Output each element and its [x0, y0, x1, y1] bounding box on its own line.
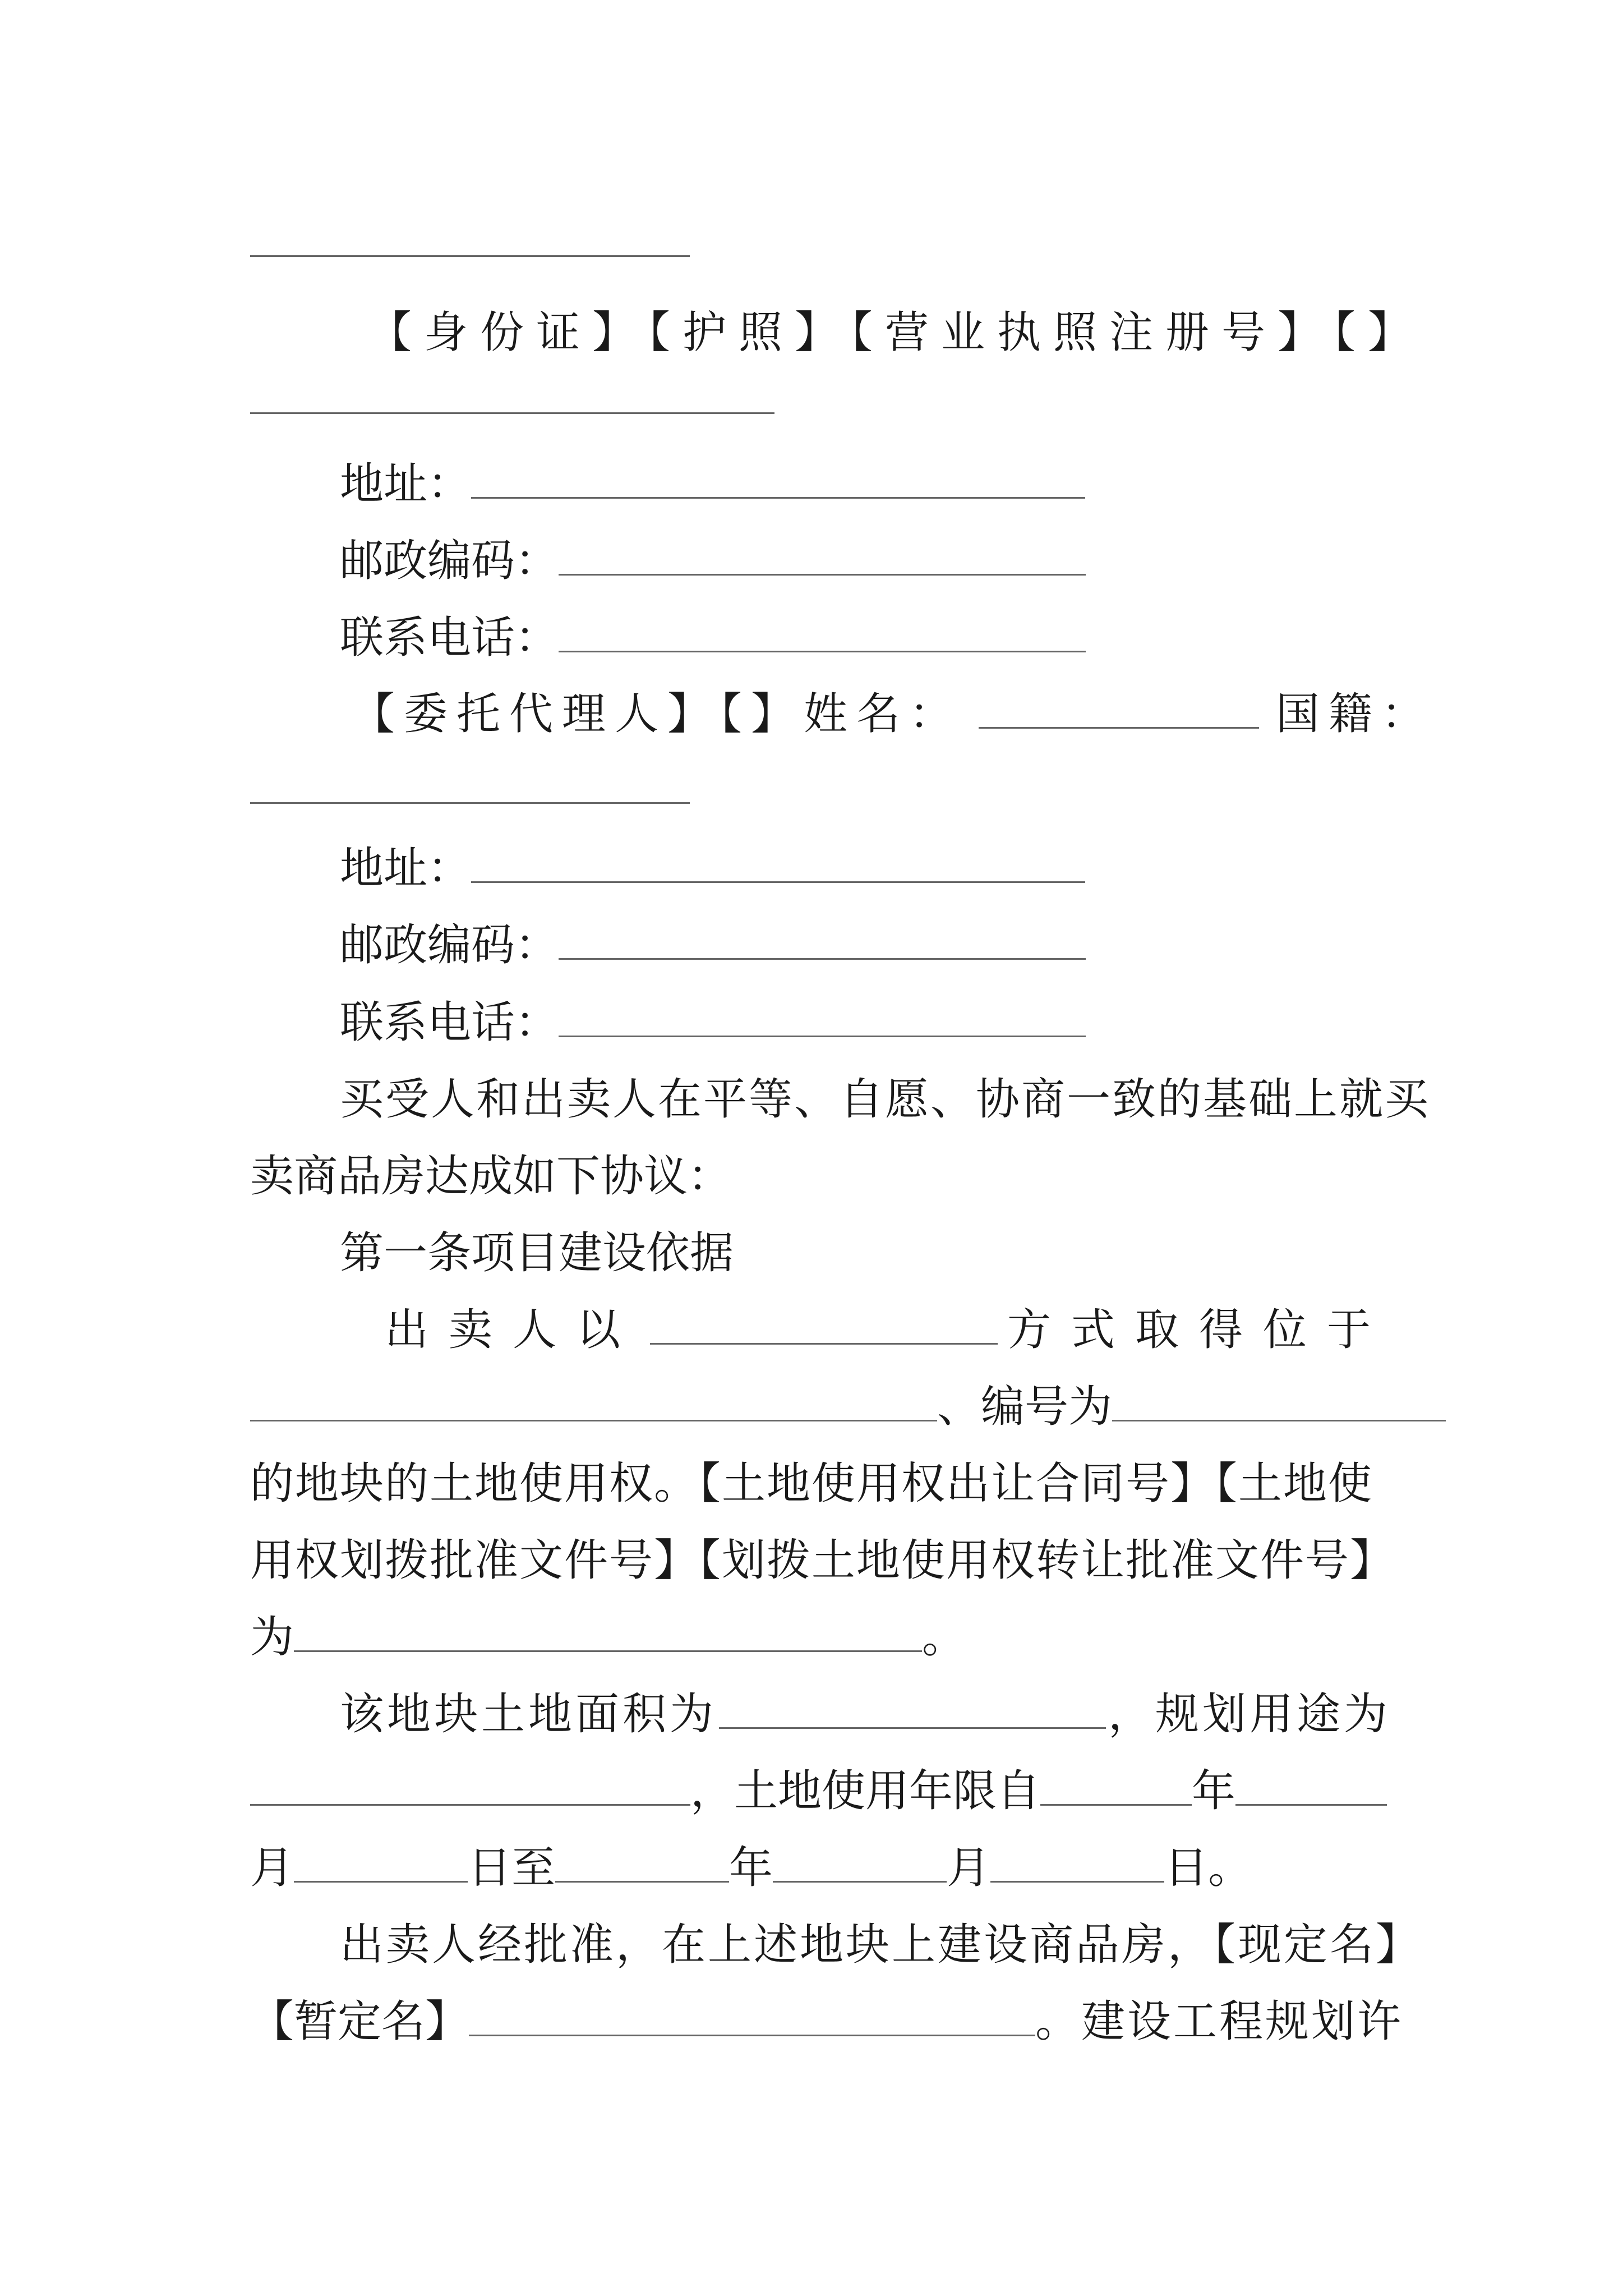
start-month-field[interactable]	[1235, 1765, 1387, 1806]
agent-phone-field[interactable]	[559, 996, 1086, 1037]
p1-text-e: 用权划拨批准文件号】【划拨土地使用权转让批准文件号】	[250, 1535, 1395, 1586]
land-area-field[interactable]	[719, 1688, 1106, 1729]
p2-day-to-label: 日至	[468, 1843, 556, 1893]
p2-month-label: 月	[250, 1843, 294, 1893]
p1-text-c: 、编号为	[937, 1382, 1113, 1432]
phone-label: 联系电话：	[340, 613, 559, 663]
p2-text-c: ，土地使用年限自	[690, 1766, 1041, 1816]
agent-postcode-field[interactable]	[559, 919, 1086, 960]
agent-name-field[interactable]	[979, 688, 1259, 729]
article-1-title: 第一条项目建设依据	[340, 1228, 734, 1278]
id-types-line: 【身份证】【护照】【营业执照注册号】【】	[368, 307, 1424, 358]
postcode-field[interactable]	[559, 535, 1086, 576]
p1-text-f: 为	[250, 1612, 294, 1663]
address-field[interactable]	[471, 458, 1085, 499]
end-day-field[interactable]	[990, 1842, 1164, 1883]
end-year-field[interactable]	[555, 1842, 729, 1883]
phone-field[interactable]	[559, 611, 1086, 652]
p2-year2-label: 年	[729, 1843, 773, 1893]
start-year-field[interactable]	[1040, 1765, 1192, 1806]
acquisition-method-field[interactable]	[650, 1304, 998, 1345]
blank-line	[250, 412, 774, 414]
p2-month2-label: 月	[947, 1843, 991, 1893]
address-label: 地址：	[340, 459, 472, 509]
project-name-field[interactable]	[469, 1995, 1035, 2036]
end-month-field[interactable]	[773, 1842, 947, 1883]
blank-line	[250, 802, 690, 804]
land-use-field[interactable]	[250, 1765, 690, 1806]
agent-name-label: 【委托代理人】【】姓名：	[351, 689, 962, 739]
p2-text-a: 该地块土地面积为	[340, 1689, 717, 1740]
agent-phone-label: 联系电话：	[340, 997, 559, 1048]
p3-text-a: 出卖人经批准，在上述地块上建设商品房，【现定名】	[340, 1920, 1422, 1970]
p3-text-c: 。建设工程规划许	[1035, 1996, 1404, 2047]
p3-text-b: 【暂定名】	[250, 1996, 469, 2047]
p2-day-end-label: 日。	[1164, 1843, 1252, 1893]
p1-text-b: 方式取得位于	[1007, 1305, 1391, 1355]
plot-number-field[interactable]	[1112, 1381, 1446, 1421]
p1-text-g: 。	[922, 1612, 966, 1663]
postcode-label: 邮政编码：	[340, 536, 559, 586]
document-number-field[interactable]	[294, 1611, 922, 1652]
location-field[interactable]	[250, 1381, 937, 1421]
start-day-field[interactable]	[294, 1842, 468, 1883]
blank-line	[250, 255, 690, 257]
p2-text-b: ，规划用途为	[1108, 1689, 1391, 1740]
agent-address-label: 地址：	[340, 843, 472, 894]
p2-year-label: 年	[1192, 1766, 1236, 1816]
agent-nationality-label: 国籍：	[1276, 689, 1435, 739]
intro-line-2: 卖商品房达成如下协议：	[250, 1151, 732, 1202]
p1-text-a: 出卖人以	[385, 1305, 641, 1355]
agent-postcode-label: 邮政编码：	[340, 920, 559, 970]
p1-text-d: 的地块的土地使用权。【土地使用权出让合同号】【土地使	[250, 1458, 1373, 1509]
intro-line-1: 买受人和出卖人在平等、自愿、协商一致的基础上就买	[340, 1074, 1431, 1125]
agent-address-field[interactable]	[471, 842, 1085, 883]
